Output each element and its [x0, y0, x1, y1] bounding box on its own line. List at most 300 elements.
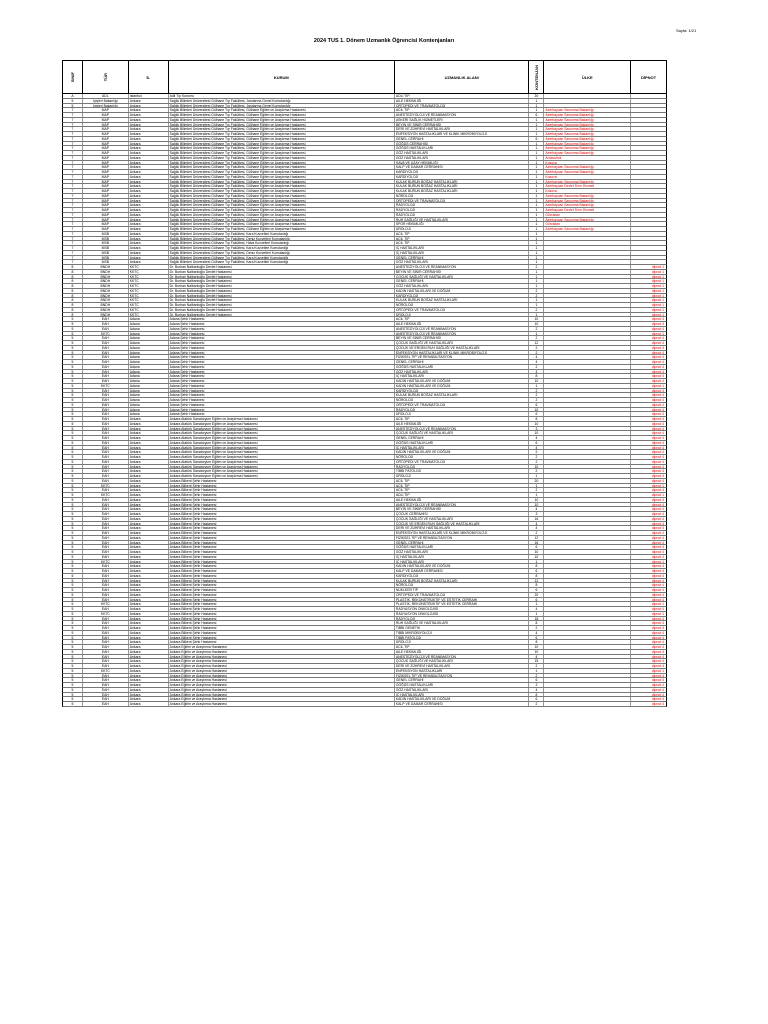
cell-kurum: Ankara Atatürk Sanatoryum Eğitim ve Araştırma Hastanesi	[169, 417, 395, 421]
cell-tur: BNDH	[83, 303, 129, 307]
cell-kontenjan: 18	[529, 617, 544, 621]
cell-dipnot: dipnot 4	[651, 393, 664, 397]
cell-dipnot: dipnot 4	[651, 379, 664, 383]
cell-il: Ankara	[129, 664, 169, 668]
cell-sinif: 5	[63, 683, 83, 687]
cell-kontenjan: 2	[529, 289, 544, 293]
cell-ulke	[544, 645, 631, 649]
cell-tur: EAH	[83, 498, 129, 502]
cell-tur: EAH	[83, 550, 129, 554]
cell-alan: KULAK BURUN BOĞAZ HASTALIKLARI	[395, 393, 530, 397]
cell-dipnot: dipnot 4	[651, 531, 664, 535]
cell-il: Ankara	[129, 123, 169, 127]
cell-il: Ankara	[129, 555, 169, 559]
cell-kontenjan: 4	[529, 436, 544, 440]
cell-ulke	[544, 617, 631, 621]
cell-kurum: Ankara Bilkent Şehir Hastanesi	[169, 498, 395, 502]
cell-kurum: Sağlık Bilimleri Üniversitesi Gülhane Tıp Fakültesi, Gülhane Eğitim ve Araştırma Hastanesi	[169, 137, 395, 141]
cell-ulke	[544, 346, 631, 350]
cell-sinif: 7	[63, 246, 83, 250]
cell-kontenjan: 10	[529, 550, 544, 554]
cell-il: KKTC	[129, 284, 169, 288]
cell-sinif: 5	[63, 655, 83, 659]
cell-il: Ankara	[129, 593, 169, 597]
cell-tur: EAH	[83, 593, 129, 597]
cell-kurum: Ankara Eğitim ve Araştırma Hastanesi	[169, 664, 395, 668]
cell-il: Ankara	[129, 422, 169, 426]
cell-sinif: 5	[63, 574, 83, 578]
cell-alan: RADYOLOJİ	[395, 213, 530, 217]
cell-dipnot: dipnot 4	[651, 512, 664, 516]
cell-kontenjan: 1	[529, 189, 544, 193]
cell-sinif: 5	[63, 317, 83, 321]
cell-dipnot	[631, 232, 666, 236]
cell-dipnot: dipnot 4	[651, 659, 664, 663]
cell-sinif: 5	[63, 441, 83, 445]
cell-dipnot: dipnot 4	[651, 360, 664, 364]
cell-kontenjan: 1	[529, 218, 544, 222]
cell-kurum: Sağlık Bilimleri Üniversitesi Gülhane Tıp Fakültesi, Gülhane Eğitim ve Araştırma Hastanesi	[169, 227, 395, 231]
cell-kurum: Ankara Bilkent Şehir Hastanesi	[169, 602, 395, 606]
cell-kurum: Sağlık Bilimleri Üniversitesi Gülhane Tıp Fakültesi, Gülhane Eğitim ve Araştırma Hastanesi	[169, 175, 395, 179]
cell-ulke	[544, 431, 631, 435]
cell-tur: MAP	[83, 189, 129, 193]
cell-ulke	[544, 598, 631, 602]
cell-ulke	[544, 517, 631, 521]
cell-dipnot: dipnot 4	[651, 421, 664, 426]
cell-tur: KKTC	[83, 560, 129, 564]
cell-alan: ADLİ TIP	[395, 493, 530, 497]
cell-kurum: Ankara Eğitim ve Araştırma Hastanesi	[169, 645, 395, 649]
cell-kurum: Ankara Bilkent Şehir Hastanesi	[169, 612, 395, 616]
cell-alan: PLASTİK, REKONSTRÜKTİF VE ESTETİK CERRAHİ	[395, 602, 530, 606]
cell-sinif: 7	[63, 213, 83, 217]
cell-alan: GÖĞÜS HASTALIKLARI	[395, 545, 530, 549]
cell-tur: EAH	[83, 436, 129, 440]
cell-ulke	[544, 303, 631, 307]
cell-kurum: Sağlık Bilimleri Üniversitesi Gülhane Tıp Fakültesi, Gülhane Eğitim ve Araştırma Hastanesi	[169, 203, 395, 207]
cell-tur: EAH	[83, 522, 129, 526]
cell-kurum: Sağlık Bilimleri Üniversitesi Gülhane Tıp Fakültesi, Gülhane Eğitim ve Araştırma Hastanesi	[169, 189, 395, 193]
cell-kurum: Ankara Bilkent Şehir Hastanesi	[169, 607, 395, 611]
cell-kontenjan: 1	[529, 108, 544, 112]
cell-kurum: Sağlık Bilimleri Üniversitesi Gülhane Tıp Fakültesi, Gülhane Eğitim ve Araştırma Hastanesi	[169, 118, 395, 122]
cell-sinif: 8	[63, 270, 83, 274]
cell-kurum: Sağlık Bilimleri Üniversitesi Gülhane Tıp Fakültesi, Kara Kuvvetleri Komutanlığı	[169, 232, 395, 236]
cell-alan: GÖZ HASTALIKLARI	[395, 151, 530, 155]
cell-tur: MAP	[83, 142, 129, 146]
cell-dipnot: dipnot 4	[651, 445, 664, 450]
cell-ulke	[544, 256, 631, 260]
cell-il: Ankara	[129, 550, 169, 554]
cell-il: Ankara	[129, 569, 169, 573]
cell-tur: EAH	[83, 507, 129, 511]
cell-sinif: 5	[63, 564, 83, 568]
cell-dipnot	[631, 94, 666, 98]
cell-tur: EAH	[83, 360, 129, 364]
cell-tur: EAH	[83, 460, 129, 464]
cell-tur: MAP	[83, 194, 129, 198]
cell-ulke	[544, 450, 631, 454]
cell-tur: EAH	[83, 403, 129, 407]
cell-dipnot: dipnot 4	[651, 526, 664, 530]
cell-sinif: 5	[63, 431, 83, 435]
cell-sinif: 7	[63, 146, 83, 150]
cell-kurum: Ankara Eğitim ve Araştırma Hastanesi	[169, 678, 395, 682]
cell-alan: ÜROLOJİ	[395, 227, 530, 231]
cell-tur: EAH	[83, 702, 129, 706]
cell-dipnot	[631, 189, 666, 193]
cell-alan: GÖĞÜS HASTALIKLARI	[395, 441, 530, 445]
cell-alan: NÖROLOJİ	[395, 455, 530, 459]
cell-tur: MAP	[83, 132, 129, 136]
cell-kurum: Adana Şehir Hastanesi	[169, 384, 395, 388]
cell-kurum: Ankara Bilkent Şehir Hastanesi	[169, 631, 395, 635]
cell-dipnot: dipnot 4	[651, 459, 664, 464]
cell-kurum: Ankara Eğitim ve Araştırma Hastanesi	[169, 674, 395, 678]
cell-sinif: 5	[63, 384, 83, 388]
cell-kontenjan: 1	[529, 298, 544, 302]
cell-dipnot: dipnot 4	[651, 578, 664, 583]
cell-ulke	[544, 683, 631, 687]
cell-kontenjan: 1	[529, 175, 544, 179]
cell-dipnot	[631, 222, 666, 226]
cell-kurum: Ankara Bilkent Şehir Hastanesi	[169, 531, 395, 535]
cell-dipnot: dipnot 4	[651, 626, 664, 630]
cell-dipnot: dipnot 4	[651, 545, 664, 549]
cell-il: KKTC	[129, 308, 169, 312]
cell-kurum: Ankara Eğitim ve Araştırma Hastanesi	[169, 702, 395, 706]
cell-il: İstanbul	[129, 94, 169, 98]
cell-sinif: 5	[63, 370, 83, 374]
cell-kontenjan: 1	[529, 118, 544, 122]
cell-ulke	[544, 279, 631, 283]
cell-alan: DERİ VE ZÜHREVİ HASTALIKLARI	[395, 664, 530, 668]
cell-alan: KULAK BURUN BOĞAZ HASTALIKLARI	[395, 180, 530, 184]
cell-tur: EAH	[83, 417, 129, 421]
cell-sinif: 7	[63, 165, 83, 169]
cell-kurum: Adana Şehir Hastanesi	[169, 346, 395, 350]
cell-sinif: 8	[63, 303, 83, 307]
cell-tur: EAH	[83, 607, 129, 611]
cell-il: Ankara	[129, 598, 169, 602]
cell-alan: KARDİYOLOJİ	[395, 389, 530, 393]
cell-kontenjan: 10	[529, 650, 544, 654]
cell-dipnot	[631, 99, 666, 103]
cell-kontenjan: 1	[529, 251, 544, 255]
cell-sinif: 5	[63, 545, 83, 549]
cell-sinif: 5	[63, 393, 83, 397]
cell-il: Ankara	[129, 199, 169, 203]
cell-ulke: Azerbaycan Savunma Bakanlığı	[544, 132, 631, 136]
cell-alan: DERİ VE ZÜHREVİ HASTALIKLARI	[395, 127, 530, 131]
cell-kurum: Ankara Bilkent Şehir Hastanesi	[169, 574, 395, 578]
cell-ulke	[544, 351, 631, 355]
cell-ulke	[544, 289, 631, 293]
cell-kontenjan: 1	[529, 256, 544, 260]
cell-tur: EAH	[83, 370, 129, 374]
cell-ulke: Azerbaycan Savunma Bakanlığı	[544, 123, 631, 127]
cell-ulke	[544, 583, 631, 587]
cell-ulke	[544, 541, 631, 545]
cell-ulke	[544, 465, 631, 469]
cell-tur: BNDH	[83, 289, 129, 293]
cell-tur: MAP	[83, 118, 129, 122]
cell-ulke: Azerbaycan Savunma Bakanlığı	[544, 127, 631, 131]
cell-kontenjan: 16	[529, 517, 544, 521]
cell-kontenjan: 1	[529, 184, 544, 188]
cell-kontenjan: 2	[529, 460, 544, 464]
cell-il: Ankara	[129, 655, 169, 659]
cell-tur: EAH	[83, 431, 129, 435]
cell-kurum: Sağlık Bilimleri Üniversitesi Gülhane Tıp Fakültesi, Gülhane Eğitim ve Araştırma Hastanesi	[169, 156, 395, 160]
cell-ulke: Azerbaycan Devlet Sınır Hizmeti	[544, 208, 631, 212]
cell-dipnot: dipnot 4	[651, 440, 664, 445]
cell-sinif: 7	[63, 127, 83, 131]
cell-kontenjan: 3	[529, 512, 544, 516]
cell-dipnot: dipnot 4	[651, 692, 664, 697]
cell-kontenjan: 10	[529, 431, 544, 435]
cell-sinif: 5	[63, 351, 83, 355]
cell-ulke	[544, 389, 631, 393]
cell-alan: FİZİKSEL TIP VE REHABİLİTASYON	[395, 536, 530, 540]
cell-sinif: 5	[63, 488, 83, 492]
cell-kurum: Ankara Bilkent Şehir Hastanesi	[169, 493, 395, 497]
cell-kontenjan: 1	[529, 146, 544, 150]
cell-sinif: 8	[63, 284, 83, 288]
cell-dipnot	[631, 108, 666, 112]
cell-il: Ankara	[129, 213, 169, 217]
cell-dipnot: dipnot 4	[651, 345, 664, 350]
cell-sinif: 5	[63, 522, 83, 526]
cell-dipnot: dipnot 4	[651, 341, 664, 345]
cell-dipnot: dipnot 4	[651, 640, 664, 644]
cell-dipnot: dipnot 4	[651, 431, 664, 435]
cell-alan: GENEL CERRAHİ	[395, 279, 530, 283]
cell-alan: HAVA VE UZAY HEKİMLİĞİ	[395, 161, 530, 165]
cell-dipnot: dipnot 4	[651, 554, 664, 559]
cell-kontenjan: 2	[529, 393, 544, 397]
cell-dipnot: dipnot 1	[651, 284, 664, 288]
cell-ulke	[544, 275, 631, 279]
cell-il: Ankara	[129, 474, 169, 478]
cell-sinif: 5	[63, 531, 83, 535]
cell-alan: ACİL TIP	[395, 488, 530, 492]
cell-alan: ÜROLOJİ	[395, 313, 530, 317]
cell-sinif: 5	[63, 636, 83, 640]
cell-il: Ankara	[129, 560, 169, 564]
cell-kontenjan: 12	[529, 341, 544, 345]
cell-ulke	[544, 232, 631, 236]
cell-alan: BEYİN VE SİNİR CERRAHİSİ	[395, 507, 530, 511]
cell-alan: KARDİYOLOJİ	[395, 294, 530, 298]
cell-kurum: Ankara Eğitim ve Araştırma Hastanesi	[169, 669, 395, 673]
cell-tur: MAP	[83, 165, 129, 169]
cell-kurum: Sağlık Bilimleri Üniversitesi Gülhane Tıp Fakültesi, Gülhane Eğitim ve Araştırma Hastanesi	[169, 199, 395, 203]
cell-ulke: Arnavutluk	[544, 156, 631, 160]
cell-alan: RADYOLOJİ	[395, 617, 530, 621]
cell-kurum: Adana Şehir Hastanesi	[169, 398, 395, 402]
cell-sinif: 5	[63, 450, 83, 454]
cell-sinif: 5	[63, 640, 83, 644]
cell-kurum: Dr. Burhan Nalbantoğlu Devlet Hastanesi	[169, 275, 395, 279]
cell-kontenjan: 2	[529, 531, 544, 535]
cell-il: Ankara	[129, 180, 169, 184]
cell-alan: ACİL TIP	[395, 479, 530, 483]
cell-dipnot: dipnot 4	[651, 607, 664, 611]
header-tur: TÜR	[83, 61, 129, 93]
cell-il: Ankara	[129, 564, 169, 568]
cell-sinif: 7	[63, 142, 83, 146]
cell-il: Adana	[129, 341, 169, 345]
cell-kurum: Ankara Bilkent Şehir Hastanesi	[169, 588, 395, 592]
cell-dipnot	[631, 132, 666, 136]
cell-kurum: Ankara Bilkent Şehir Hastanesi	[169, 526, 395, 530]
cell-tur: MAP	[83, 113, 129, 117]
cell-tur: EAH	[83, 531, 129, 535]
cell-ulke	[544, 398, 631, 402]
cell-alan: ANESTEZİYOLOJİ VE REANİMASYON	[395, 427, 530, 431]
cell-kurum: Sağlık Bilimleri Üniversitesi Gülhane Tıp Fakültesi, Gülhane Eğitim ve Araştırma Hastanesi	[169, 184, 395, 188]
cell-il: Ankara	[129, 132, 169, 136]
cell-alan: GENEL CERRAHİ	[395, 360, 530, 364]
cell-kontenjan: 3	[529, 427, 544, 431]
cell-kurum: Ankara Bilkent Şehir Hastanesi	[169, 541, 395, 545]
cell-alan: AİLE HEKİMLİĞİ	[395, 322, 530, 326]
cell-ulke	[544, 621, 631, 625]
cell-il: Ankara	[129, 659, 169, 663]
cell-kurum: Dr. Burhan Nalbantoğlu Devlet Hastanesi	[169, 265, 395, 269]
cell-kurum: Dr. Burhan Nalbantoğlu Devlet Hastanesi	[169, 308, 395, 312]
cell-dipnot	[631, 194, 666, 198]
cell-dipnot: dipnot 1	[651, 269, 664, 274]
cell-kurum: Ankara Bilkent Şehir Hastanesi	[169, 626, 395, 630]
cell-kontenjan: 10	[529, 317, 544, 321]
cell-kontenjan: 6	[529, 569, 544, 573]
cell-tur: EAH	[83, 697, 129, 701]
cell-ulke	[544, 488, 631, 492]
cell-sinif: 5	[63, 702, 83, 706]
cell-il: Ankara	[129, 232, 169, 236]
cell-kurum: Ankara Bilkent Şehir Hastanesi	[169, 569, 395, 573]
cell-kurum: Ankara Atatürk Sanatoryum Eğitim ve Araştırma Hastanesi	[169, 465, 395, 469]
cell-dipnot: dipnot 4	[651, 645, 664, 649]
cell-tur: EAH	[83, 541, 129, 545]
cell-kontenjan: 1	[529, 208, 544, 212]
cell-alan: İÇ HASTALIKLARI	[395, 251, 530, 255]
cell-dipnot: dipnot 4	[651, 621, 664, 625]
cell-alan: ORTOPEDİ VE TRAVMATOLOJİ	[395, 308, 530, 312]
cell-kurum: Dr. Burhan Nalbantoğlu Devlet Hastanesi	[169, 313, 395, 317]
cell-tur: EAH	[83, 469, 129, 473]
table-row	[62, 702, 667, 707]
cell-kontenjan: 2	[529, 389, 544, 393]
cell-dipnot	[631, 218, 666, 222]
cell-kurum: Ankara Eğitim ve Araştırma Hastanesi	[169, 693, 395, 697]
cell-alan: KULAK BURUN BOĞAZ HASTALIKLARI	[395, 189, 530, 193]
cell-alan: KARDİYOLOJİ	[395, 175, 530, 179]
cell-tur: MSB	[83, 251, 129, 255]
cell-sinif: 7	[63, 184, 83, 188]
cell-sinif: 8	[63, 279, 83, 283]
cell-tur: EAH	[83, 536, 129, 540]
cell-il: Ankara	[129, 208, 169, 212]
cell-ulke	[544, 626, 631, 630]
cell-alan: ÇOCUK CERRAHİSİ	[395, 512, 530, 516]
cell-sinif: 5	[63, 659, 83, 663]
cell-ulke	[544, 370, 631, 374]
cell-sinif: 7	[63, 156, 83, 160]
cell-tur: EAH	[83, 588, 129, 592]
cell-tur: EAH	[83, 427, 129, 431]
cell-alan: KULAK BURUN BOĞAZ HASTALIKLARI	[395, 298, 530, 302]
cell-kurum: Ankara Bilkent Şehir Hastanesi	[169, 621, 395, 625]
cell-il: Ankara	[129, 175, 169, 179]
cell-dipnot: dipnot 4	[651, 588, 664, 592]
cell-ulke	[544, 384, 631, 388]
cell-sinif: 7	[63, 175, 83, 179]
cell-dipnot	[631, 127, 666, 131]
cell-kurum: Ankara Eğitim ve Araştırma Hastanesi	[169, 688, 395, 692]
cell-il: Ankara	[129, 507, 169, 511]
cell-il: Ankara	[129, 165, 169, 169]
cell-dipnot: dipnot 4	[651, 673, 664, 678]
cell-il: Ankara	[129, 541, 169, 545]
cell-dipnot: dipnot 4	[651, 450, 664, 454]
cell-alan: GÖĞÜS HASTALIKLARI	[395, 146, 530, 150]
cell-tur: EAH	[83, 503, 129, 507]
cell-il: Adana	[129, 365, 169, 369]
cell-ulke	[544, 588, 631, 592]
cell-dipnot: dipnot 4	[651, 597, 664, 602]
cell-il: Adana	[129, 351, 169, 355]
cell-kontenjan: 1	[529, 165, 544, 169]
cell-dipnot: dipnot 1	[651, 312, 664, 317]
cell-dipnot	[631, 237, 666, 241]
cell-il: Ankara	[129, 251, 169, 255]
cell-dipnot: dipnot 4	[651, 436, 664, 440]
cell-kurum: Adana Şehir Hastanesi	[169, 412, 395, 416]
cell-sinif: 5	[63, 688, 83, 692]
cell-alan: ORTOPEDİ VE TRAVMATOLOJİ	[395, 199, 530, 203]
cell-tur: MAP	[83, 199, 129, 203]
cell-dipnot: dipnot 4	[651, 369, 664, 374]
cell-tur: EAH	[83, 336, 129, 340]
cell-kurum: Ankara Eğitim ve Araştırma Hastanesi	[169, 655, 395, 659]
cell-tur: KKTC	[83, 602, 129, 606]
cell-ulke: Kosova	[544, 161, 631, 165]
cell-sinif: 5	[63, 474, 83, 478]
cell-il: Ankara	[129, 170, 169, 174]
cell-sinif: 5	[63, 327, 83, 331]
cell-il: Ankara	[129, 151, 169, 155]
cell-dipnot: dipnot 4	[651, 336, 664, 340]
cell-alan: RADYASYON ONKOLOJİSİ	[395, 612, 530, 616]
cell-dipnot	[631, 113, 666, 117]
cell-alan: İÇ HASTALIKLARI	[395, 446, 530, 450]
cell-il: Adana	[129, 379, 169, 383]
cell-il: Ankara	[129, 118, 169, 122]
cell-il: Adana	[129, 384, 169, 388]
cell-kurum: Sağlık Bilimleri Üniversitesi Gülhane Tıp Fakültesi, Kara Kuvvetleri Komutanlığı	[169, 256, 395, 260]
cell-ulke	[544, 574, 631, 578]
cell-tur: EAH	[83, 583, 129, 587]
cell-ulke: Azerbaycan Savunma Bakanlığı	[544, 151, 631, 155]
cell-tur: EAH	[83, 488, 129, 492]
cell-kurum: Adana Şehir Hastanesi	[169, 403, 395, 407]
cell-ulke	[544, 697, 631, 701]
cell-il: Ankara	[129, 631, 169, 635]
